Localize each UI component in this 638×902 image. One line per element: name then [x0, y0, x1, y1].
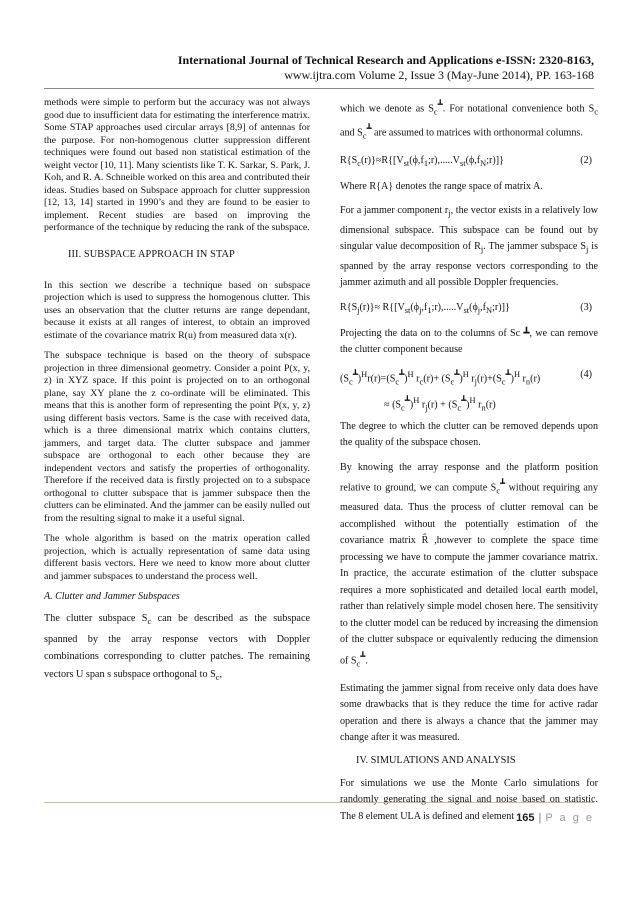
page-number: 165 — [516, 812, 535, 824]
equation-2: $R\{S_c(r)\}\approx R\{[V_{st}(\phi,f_1;r),.....V_{st}(\phi,f_N;r)]\}$ (2) — [340, 154, 592, 168]
equation-number: (3) — [580, 301, 592, 313]
footer-rule — [44, 802, 594, 803]
section-heading-3: III. SUBSPACE APPROACH IN STAP — [68, 248, 235, 260]
equation-4: $(S_c^┻)^Hr(r)=(S_c^┻)^H$ $r_c(r)+ (S_c^┻)^H$ $r_j(r)+(S_c^┻)^H$ $r_n(r)$ (4) — [340, 368, 592, 387]
right-column — [340, 97, 598, 833]
paragraph-array-response: By knowing the array response and the platform position relative to ground, we can compute $S_c^┻$ without requiring any measured data. Thus the process of clutter removal can be accomplished without the potentially estimation of the covariance matrix R̂ ,however to complete the space time processing we have to compute the jammer covariance matrix. In practice, the accurate estimation of the clutter subspace requires a more sophisticated and detailed local earth model, rather than relatively simple model chosen here. The sensitivity to the clutter model can be reduced by increasing the dimension of the clutter subspace or equivalently reducing the dimension of $S_c^┻$. — [340, 461, 598, 669]
page-footer — [516, 812, 594, 824]
header-rule — [44, 88, 594, 89]
paragraph-subspace-theory: The subspace technique is based on the theory of subspace projection in three dimensional geometry. Consider a point P(x, y, z) in XYZ space. If this point is projected on to an orthogonal plane, say XY plane the z co-ordinate will be eliminated. This means that this is another form of representing the point P(x, y, z) using different basis vectors. Same is the case with received data, which is a three dimensional matrix which contains clutters, jammers, and target data. The clutter subspace and jammer subspace are orthogonal to each other because they are independent vectors and satisfy the properties of orthogonality. Therefore if the received data is firstly projected on to a subspace orthogonal to clutter subspace that is jammer subspace then the clutters can be eliminated. And the jammer can be easily nulled out from the resulting signal to make it a useful signal. — [44, 350, 310, 524]
paragraph-degree: The degree to which the clutter can be removed depends upon the quality of the subspace chosen. — [340, 420, 598, 449]
paragraph-intro-continued: methods were simple to perform but the accuracy was not always good due to insufficient data for estimating the interference matrix. Some STAP approaches used circular arrays [8,9] of antennas for the purpose. For non-homogenous clutter suppression different techniques were found out based non statistical estimation of the weight vector [10, 11]. Many scientists like T. K. Sarkar, S. Park, J. Koh, and R. A. Schneible worked on this area and contributed their ideas. Studies based on Subspace approach for clutter suppression [12, 13, 14] started in 1990’s and they are found to be easier to implement. Recent studies are based on improving the performance of the technique by reducing the rank of the subspace. — [44, 97, 311, 233]
journal-header — [74, 53, 594, 83]
paragraph-projection: The whole algorithm is based on the matrix operation called projection, which is actually representation of same data using different basis vectors. Here we need to know more about clutter and jammer subspaces to understand the process well. — [44, 533, 310, 582]
paragraph-clutter-complement: which we denote as $S_c^┻$. For notational convenience both $S_c$ and $S_c^┻$ are assumed to matrices with orthonormal columns. — [340, 100, 598, 141]
footer-separator: | — [538, 812, 542, 824]
equation-4-approx: ≈ $(S_c^┻)^H$ $r_j(r) + (S_c^┻)^H$ $r_n(r)$ — [384, 395, 496, 413]
paragraph-range-space: Where R{A} denotes the range space of matrix A. — [340, 180, 543, 192]
paragraph-jammer-estimation: Estimating the jammer signal from receive only data does have some drawbacks that is they reduce the time for active radar operation and there is always a chance that the jammer may change after it was measured. — [340, 682, 598, 744]
paragraph-jammer-component: For a jammer component $r_j$, the vector exists in a relatively low dimensional subspace. This subspace can be found out by singular value decomposition of $R_j$. The jammer subspace $S_j$ is spanned by the array response vectors corresponding to the jammer azimuth and all possible Doppler frequencies. — [340, 205, 598, 289]
journal-title: International Journal of Technical Research and Applications — [177, 53, 493, 67]
paragraph-clutter-subspace: The clutter subspace $S_c$ can be described as the subspace spanned by the array response vectors with Doppler combinations corresponding to clutter patches. The remaining vectors U span s subspace orthogonal to $S_c$, — [44, 613, 310, 682]
footer-page-label: P a g e — [545, 812, 594, 824]
journal-volume-line: www.ijtra.com Volume 2, Issue 3 (May-June 2014), PP. 163-168 — [284, 68, 594, 82]
equation-number: (4) — [580, 368, 592, 380]
section-heading-4: IV. SIMULATIONS AND ANALYSIS — [356, 754, 516, 766]
paragraph-projecting: Projecting the data on to the columns of Sc ┻, we can remove the clutter component because — [340, 327, 598, 356]
journal-issn: e-ISSN: 2320-8163, — [493, 53, 594, 67]
equation-number: (2) — [580, 154, 592, 166]
left-column — [44, 97, 310, 694]
equation-3: $R\{S_j(r)\}\approx$ $R\{[V_{st}(\phi_j,f_1;r),.....V_{st}(\phi_j,f_N;r)]\}$ (3) — [340, 301, 592, 315]
paragraph-simulations: For simulations we use the Monte Carlo simulations for randomly generating the signal and noise based on statistic. The 8 element ULA is defined and element — [340, 777, 598, 822]
paragraph-subspace-intro: In this section we describe a technique based on subspace projection which is used to suppress the homogenous clutter. This uses an observation that the clutter returns are range dependant, because it exists at all ranges of interest, to obtain an improved estimate of the covariance matrix R(u) from measured data x(r). — [44, 279, 310, 341]
subsection-heading-a: A. Clutter and Jammer Subspaces — [44, 591, 180, 602]
